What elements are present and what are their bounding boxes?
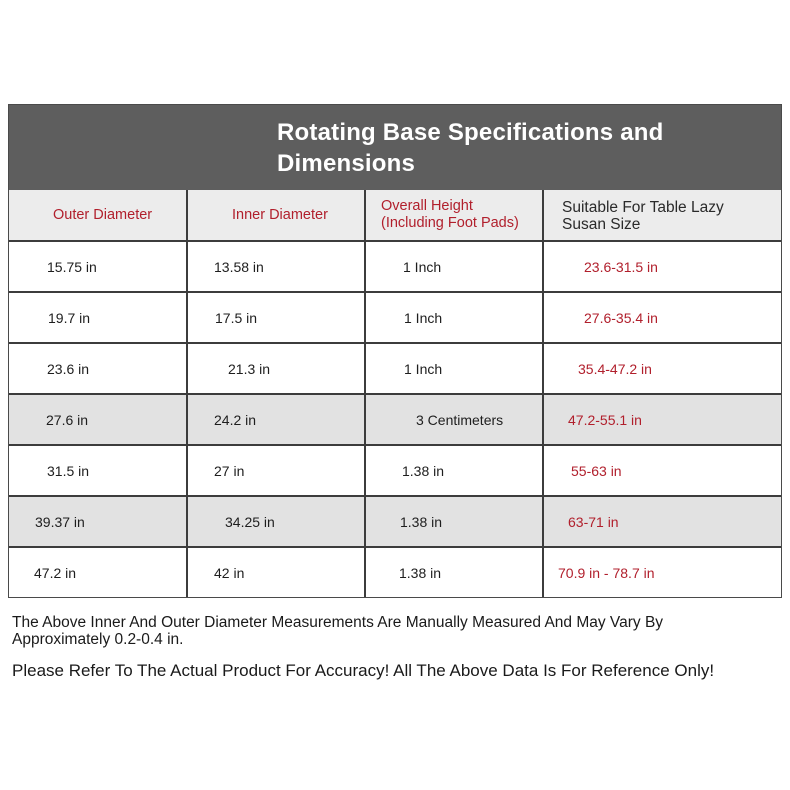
suitable-size-value: 35.4-47.2 in (578, 360, 652, 377)
inner-diameter-cell (188, 497, 366, 546)
suitable-size-cell (544, 293, 781, 342)
inner-diameter-value: 21.3 in (228, 360, 271, 377)
inner-diameter-value: 24.2 in (214, 411, 257, 428)
height-value: 1 Inch (404, 360, 443, 377)
disclaimer-note: Please Refer To The Actual Product For Accuracy! All The Above Data Is For Reference Only! (12, 661, 715, 680)
suitable-size-value: 47.2-55.1 in (568, 411, 642, 428)
height-value: 1 Inch (403, 258, 442, 275)
height-value: 1.38 in (402, 462, 445, 479)
height-cell (366, 395, 544, 444)
inner-diameter-cell (188, 395, 366, 444)
header-inner-diameter (188, 190, 366, 240)
inner-diameter-value: 27 in (214, 462, 245, 479)
inner-diameter-value: 13.58 in (214, 258, 264, 275)
height-cell (366, 548, 544, 597)
suitable-size-cell (544, 395, 781, 444)
inner-diameter-cell (188, 242, 366, 291)
inner-diameter-cell (188, 344, 366, 393)
inner-diameter-value: 34.25 in (225, 513, 275, 530)
height-cell (366, 446, 544, 495)
header-suitable-line2: Susan Size (562, 216, 641, 233)
suitable-size-cell (544, 344, 781, 393)
outer-diameter-value: 23.6 in (47, 360, 90, 377)
outer-diameter-cell (9, 548, 188, 597)
table-row (9, 344, 781, 395)
height-value: 3 Centimeters (416, 411, 504, 428)
header-outer-diameter (9, 190, 188, 240)
outer-diameter-cell (9, 395, 188, 444)
table-row (9, 446, 781, 497)
table-row (9, 242, 781, 293)
height-cell (366, 293, 544, 342)
header-inner-label: Inner Diameter (232, 207, 328, 223)
outer-diameter-cell (9, 242, 188, 291)
inner-diameter-cell (188, 446, 366, 495)
height-cell (366, 242, 544, 291)
height-value: 1.38 in (400, 513, 443, 530)
height-cell (366, 344, 544, 393)
suitable-size-value: 70.9 in - 78.7 in (558, 564, 655, 581)
header-outer-label: Outer Diameter (53, 207, 153, 223)
outer-diameter-value: 47.2 in (34, 564, 77, 581)
outer-diameter-value: 31.5 in (47, 462, 90, 479)
suitable-size-cell (544, 242, 781, 291)
inner-diameter-cell (188, 548, 366, 597)
header-suitable-size (544, 190, 781, 240)
header-row (9, 190, 781, 242)
table-row (9, 293, 781, 344)
height-value: 1.38 in (399, 564, 442, 581)
suitable-size-value: 55-63 in (571, 462, 622, 479)
suitable-size-value: 63-71 in (568, 513, 619, 530)
header-overall-height (366, 190, 544, 240)
outer-diameter-cell (9, 344, 188, 393)
measurement-note: The Above Inner And Outer Diameter Measurements Are Manually Measured And May Vary By Approximately 0.2-0.4 in. (12, 614, 664, 648)
inner-diameter-value: 17.5 in (215, 309, 258, 326)
table-title: Rotating Base Specifications and Dimensions (277, 119, 664, 177)
header-height-line2: (Including Foot Pads) (381, 215, 519, 231)
table-row (9, 548, 781, 597)
table-row (9, 395, 781, 446)
suitable-size-value: 27.6-35.4 in (584, 309, 658, 326)
title-bar (9, 105, 781, 190)
height-value: 1 Inch (404, 309, 443, 326)
outer-diameter-cell (9, 497, 188, 546)
outer-diameter-value: 27.6 in (46, 411, 89, 428)
suitable-size-cell (544, 548, 781, 597)
table-row (9, 497, 781, 548)
spec-table (8, 104, 782, 598)
suitable-size-cell (544, 497, 781, 546)
suitable-size-value: 23.6-31.5 in (584, 258, 658, 275)
header-suitable-line1: Suitable For Table Lazy (562, 199, 724, 216)
header-height-line1: Overall Height (381, 198, 473, 214)
inner-diameter-value: 42 in (214, 564, 245, 581)
outer-diameter-value: 19.7 in (48, 309, 91, 326)
outer-diameter-cell (9, 446, 188, 495)
outer-diameter-value: 39.37 in (35, 513, 85, 530)
outer-diameter-value: 15.75 in (47, 258, 97, 275)
height-cell (366, 497, 544, 546)
outer-diameter-cell (9, 293, 188, 342)
suitable-size-cell (544, 446, 781, 495)
inner-diameter-cell (188, 293, 366, 342)
